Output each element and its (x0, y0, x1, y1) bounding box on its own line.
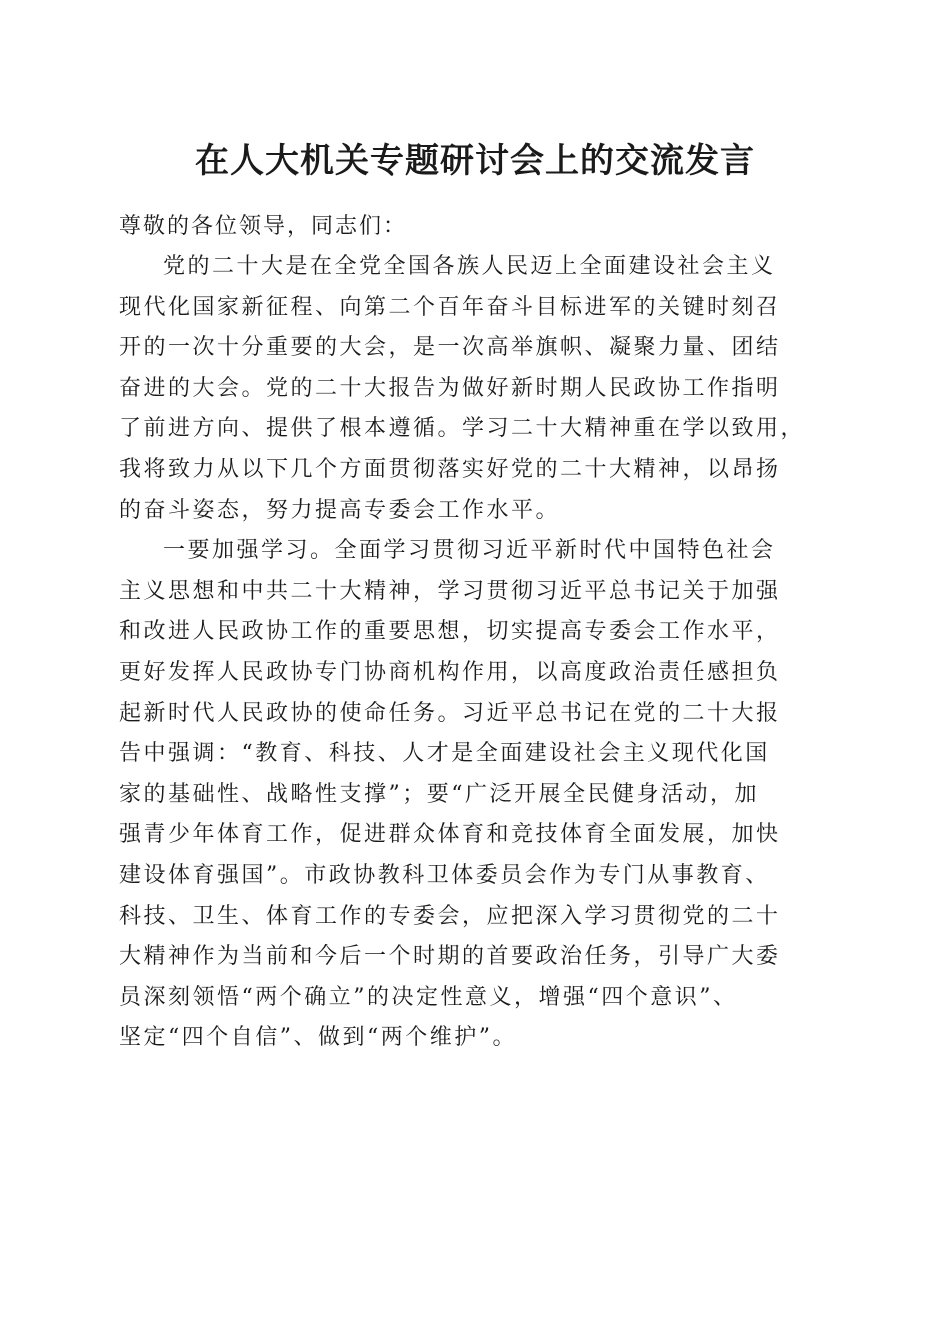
document-body (119, 206, 831, 1059)
document-title: 在人大机关专题研讨会上的交流发言 (195, 141, 755, 181)
paragraph-line: 的奋斗姿态，努力提高专委会工作水平。 (119, 497, 561, 523)
salutation: 尊敬的各位领导，同志们： (119, 214, 408, 239)
paragraph-line: 开的一次十分重要的大会，是一次高举旗帜、凝聚力量、团结 (119, 335, 781, 361)
paragraph-line: 大精神作为当前和今后一个时期的首要政治任务，引导广大委 (119, 944, 781, 970)
paragraph-line: 告中强调：“教育、科技、人才是全面建设社会主义现代化国 (119, 741, 770, 767)
paragraph-line: 强青少年体育工作，促进群众体育和竞技体育全面发展，加快 (119, 822, 781, 848)
paragraph-line: 起新时代人民政协的使命任务。习近平总书记在党的二十大报 (119, 700, 781, 726)
paragraph-line: 科技、卫生、体育工作的专委会，应把深入学习贯彻党的二十 (119, 903, 781, 929)
paragraph-line: 党的二十大是在全党全国各族人民迈上全面建设社会主义 (163, 254, 776, 279)
paragraph-line: 坚定“四个自信”、做到“两个维护”。 (119, 1025, 517, 1051)
paragraph-line: 和改进人民政协工作的重要思想，切实提高专委会工作水平， (119, 619, 781, 645)
paragraph-line: 奋进的大会。党的二十大报告为做好新时期人民政协工作指明 (119, 375, 781, 401)
paragraph-line: 家的基础性、战略性支撑”；要“广泛开展全民健身活动，加 (119, 781, 759, 807)
paragraph-2 (119, 531, 831, 1059)
paragraph-line: 一要加强学习。全面学习贯彻习近平新时代中国特色社会 (163, 538, 776, 564)
paragraph-line: 更好发挥人民政协专门协商机构作用，以高度政治责任感担负 (119, 659, 781, 685)
paragraph-line: 建设体育强国”。市政协教科卫体委员会作为专门从事教育、 (119, 862, 770, 888)
paragraph-line: 员深刻领悟“两个确立”的决定性意义，增强“四个意识”、 (119, 984, 738, 1010)
paragraph-line: 主义思想和中共二十大精神，学习贯彻习近平总书记关于加强 (119, 578, 781, 604)
paragraph-line: 了前进方向、提供了根本遵循。学习二十大精神重在学以致用， (119, 416, 806, 442)
paragraph-1 (119, 247, 831, 531)
paragraph-line: 现代化国家新征程、向第二个百年奋斗目标进军的关键时刻召 (119, 294, 781, 320)
paragraph-line: 我将致力从以下几个方面贯彻落实好党的二十大精神，以昂扬 (119, 456, 781, 482)
